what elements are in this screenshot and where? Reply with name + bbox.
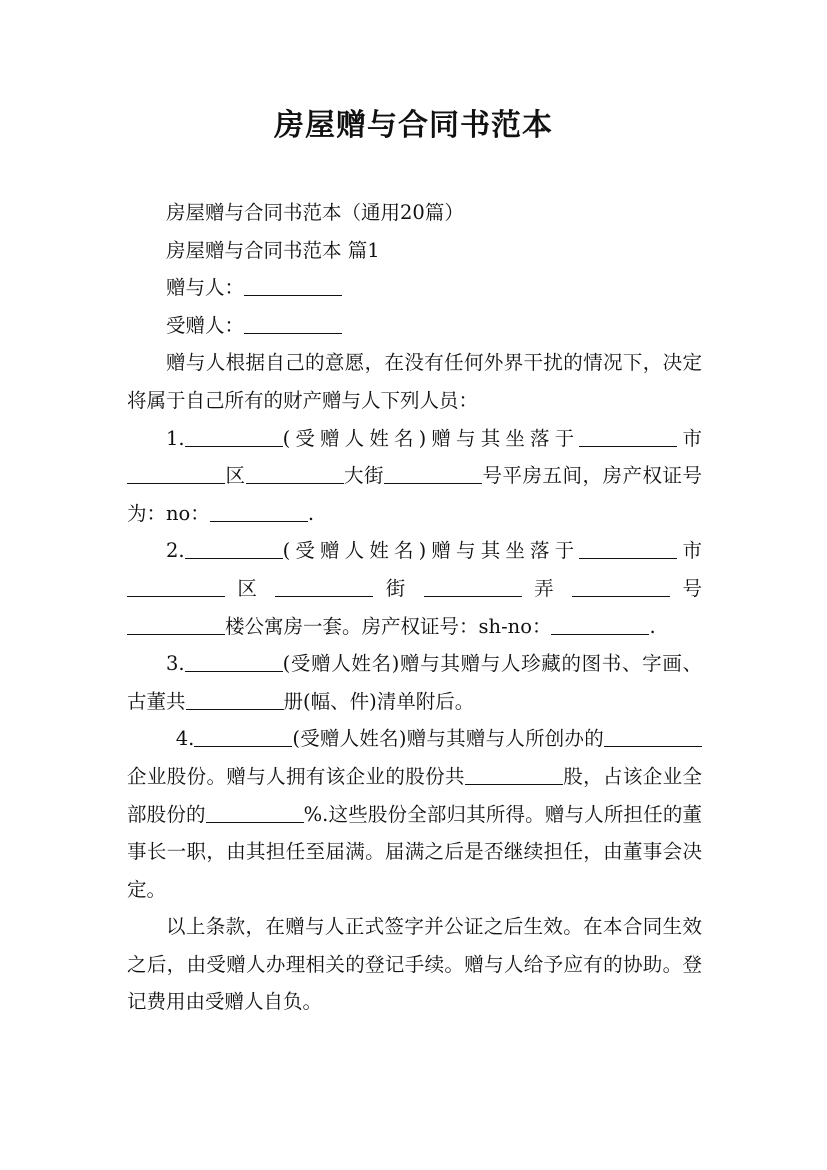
blank-field <box>604 727 702 748</box>
blank-field <box>579 426 677 447</box>
intro-paragraph: 赠与人根据自己的意愿，在没有任何外界干扰的情况下，决定将属于自己所有的财产赠与人下列人员： <box>127 351 702 412</box>
subtitle-line: 房屋赠与合同书范本（通用20篇） <box>166 201 464 224</box>
blank-field <box>127 614 225 635</box>
clause-text: 号平房五间，房产权证号为：no： <box>127 464 702 525</box>
donee-line <box>127 307 702 345</box>
clause-number: 3. <box>166 652 185 676</box>
clause-3 <box>127 645 702 720</box>
clause-text: (受赠人姓名)赠与其坐落于 <box>282 426 580 450</box>
clause-text: (受赠人姓名)赠与其坐落于 <box>282 539 580 563</box>
document-body <box>127 194 702 1021</box>
blank-field <box>186 689 284 710</box>
clause-text: 街 <box>385 576 412 600</box>
clause-text: 区 <box>237 576 264 600</box>
clause-text: 股，占该企业全部股份的 <box>127 764 702 826</box>
clause-text: 区 <box>225 464 246 488</box>
blank-field <box>579 539 677 560</box>
donee-label: 受赠人： <box>166 313 245 337</box>
clause-1 <box>127 420 702 533</box>
clause-2 <box>127 532 702 645</box>
clause-text: 册(幅、件)清单附后。 <box>283 689 475 713</box>
blank-field <box>185 652 283 673</box>
blank-field <box>210 501 308 522</box>
closing-paragraph: 以上条款，在赠与人正式签字并公证之后生效。在本合同生效之后，由受赠人办理相关的登记手续。赠与人给予应有的协助。登记费用由受赠人自负。 <box>127 915 702 1014</box>
clause-4 <box>127 720 702 908</box>
blank-field <box>551 614 649 635</box>
clause-text: 弄 <box>534 576 560 600</box>
donee-blank <box>244 313 342 334</box>
blank-field <box>127 576 225 597</box>
clause-text: 企业股份。赠与人拥有该企业的股份共 <box>127 764 465 788</box>
blank-field <box>384 464 482 485</box>
blank-field <box>424 576 522 597</box>
clause-text: . <box>649 614 656 638</box>
donor-line <box>127 269 702 307</box>
clause-text: 市 <box>677 539 702 563</box>
clause-text: 大街 <box>343 464 384 488</box>
blank-field <box>275 576 373 597</box>
blank-field <box>127 464 225 485</box>
clause-text: %.这些股份全部归其所得。赠与人所担任的董事长一职，由其担任至届满。届满之后是否继续担任，由董事会决定。 <box>127 802 702 901</box>
clause-text: 市 <box>677 426 702 450</box>
blank-field <box>194 727 292 748</box>
clause-text: (受赠人姓名)赠与其赠与人所创办的 <box>292 727 604 751</box>
clause-text: 楼公寓房一套。房产权证号：sh-no： <box>225 614 552 638</box>
blank-field <box>465 764 563 785</box>
clause-number: 2. <box>166 539 185 563</box>
blank-field <box>246 464 344 485</box>
blank-field <box>572 576 670 597</box>
clause-text: (受赠人姓名)赠与其赠与人珍藏的图书、字画、古董共 <box>127 652 702 713</box>
blank-field <box>206 802 304 823</box>
donor-blank <box>244 276 342 297</box>
clause-number: 4. <box>175 727 195 751</box>
donor-label: 赠与人： <box>166 276 245 300</box>
blank-field <box>185 539 283 560</box>
clause-text: 号 <box>682 576 702 600</box>
blank-field <box>185 426 283 447</box>
clause-number: 1. <box>166 426 185 450</box>
section-heading: 房屋赠与合同书范本 篇1 <box>166 238 380 262</box>
document-title: 房屋赠与合同书范本 <box>274 108 553 143</box>
clause-text: . <box>307 501 315 525</box>
